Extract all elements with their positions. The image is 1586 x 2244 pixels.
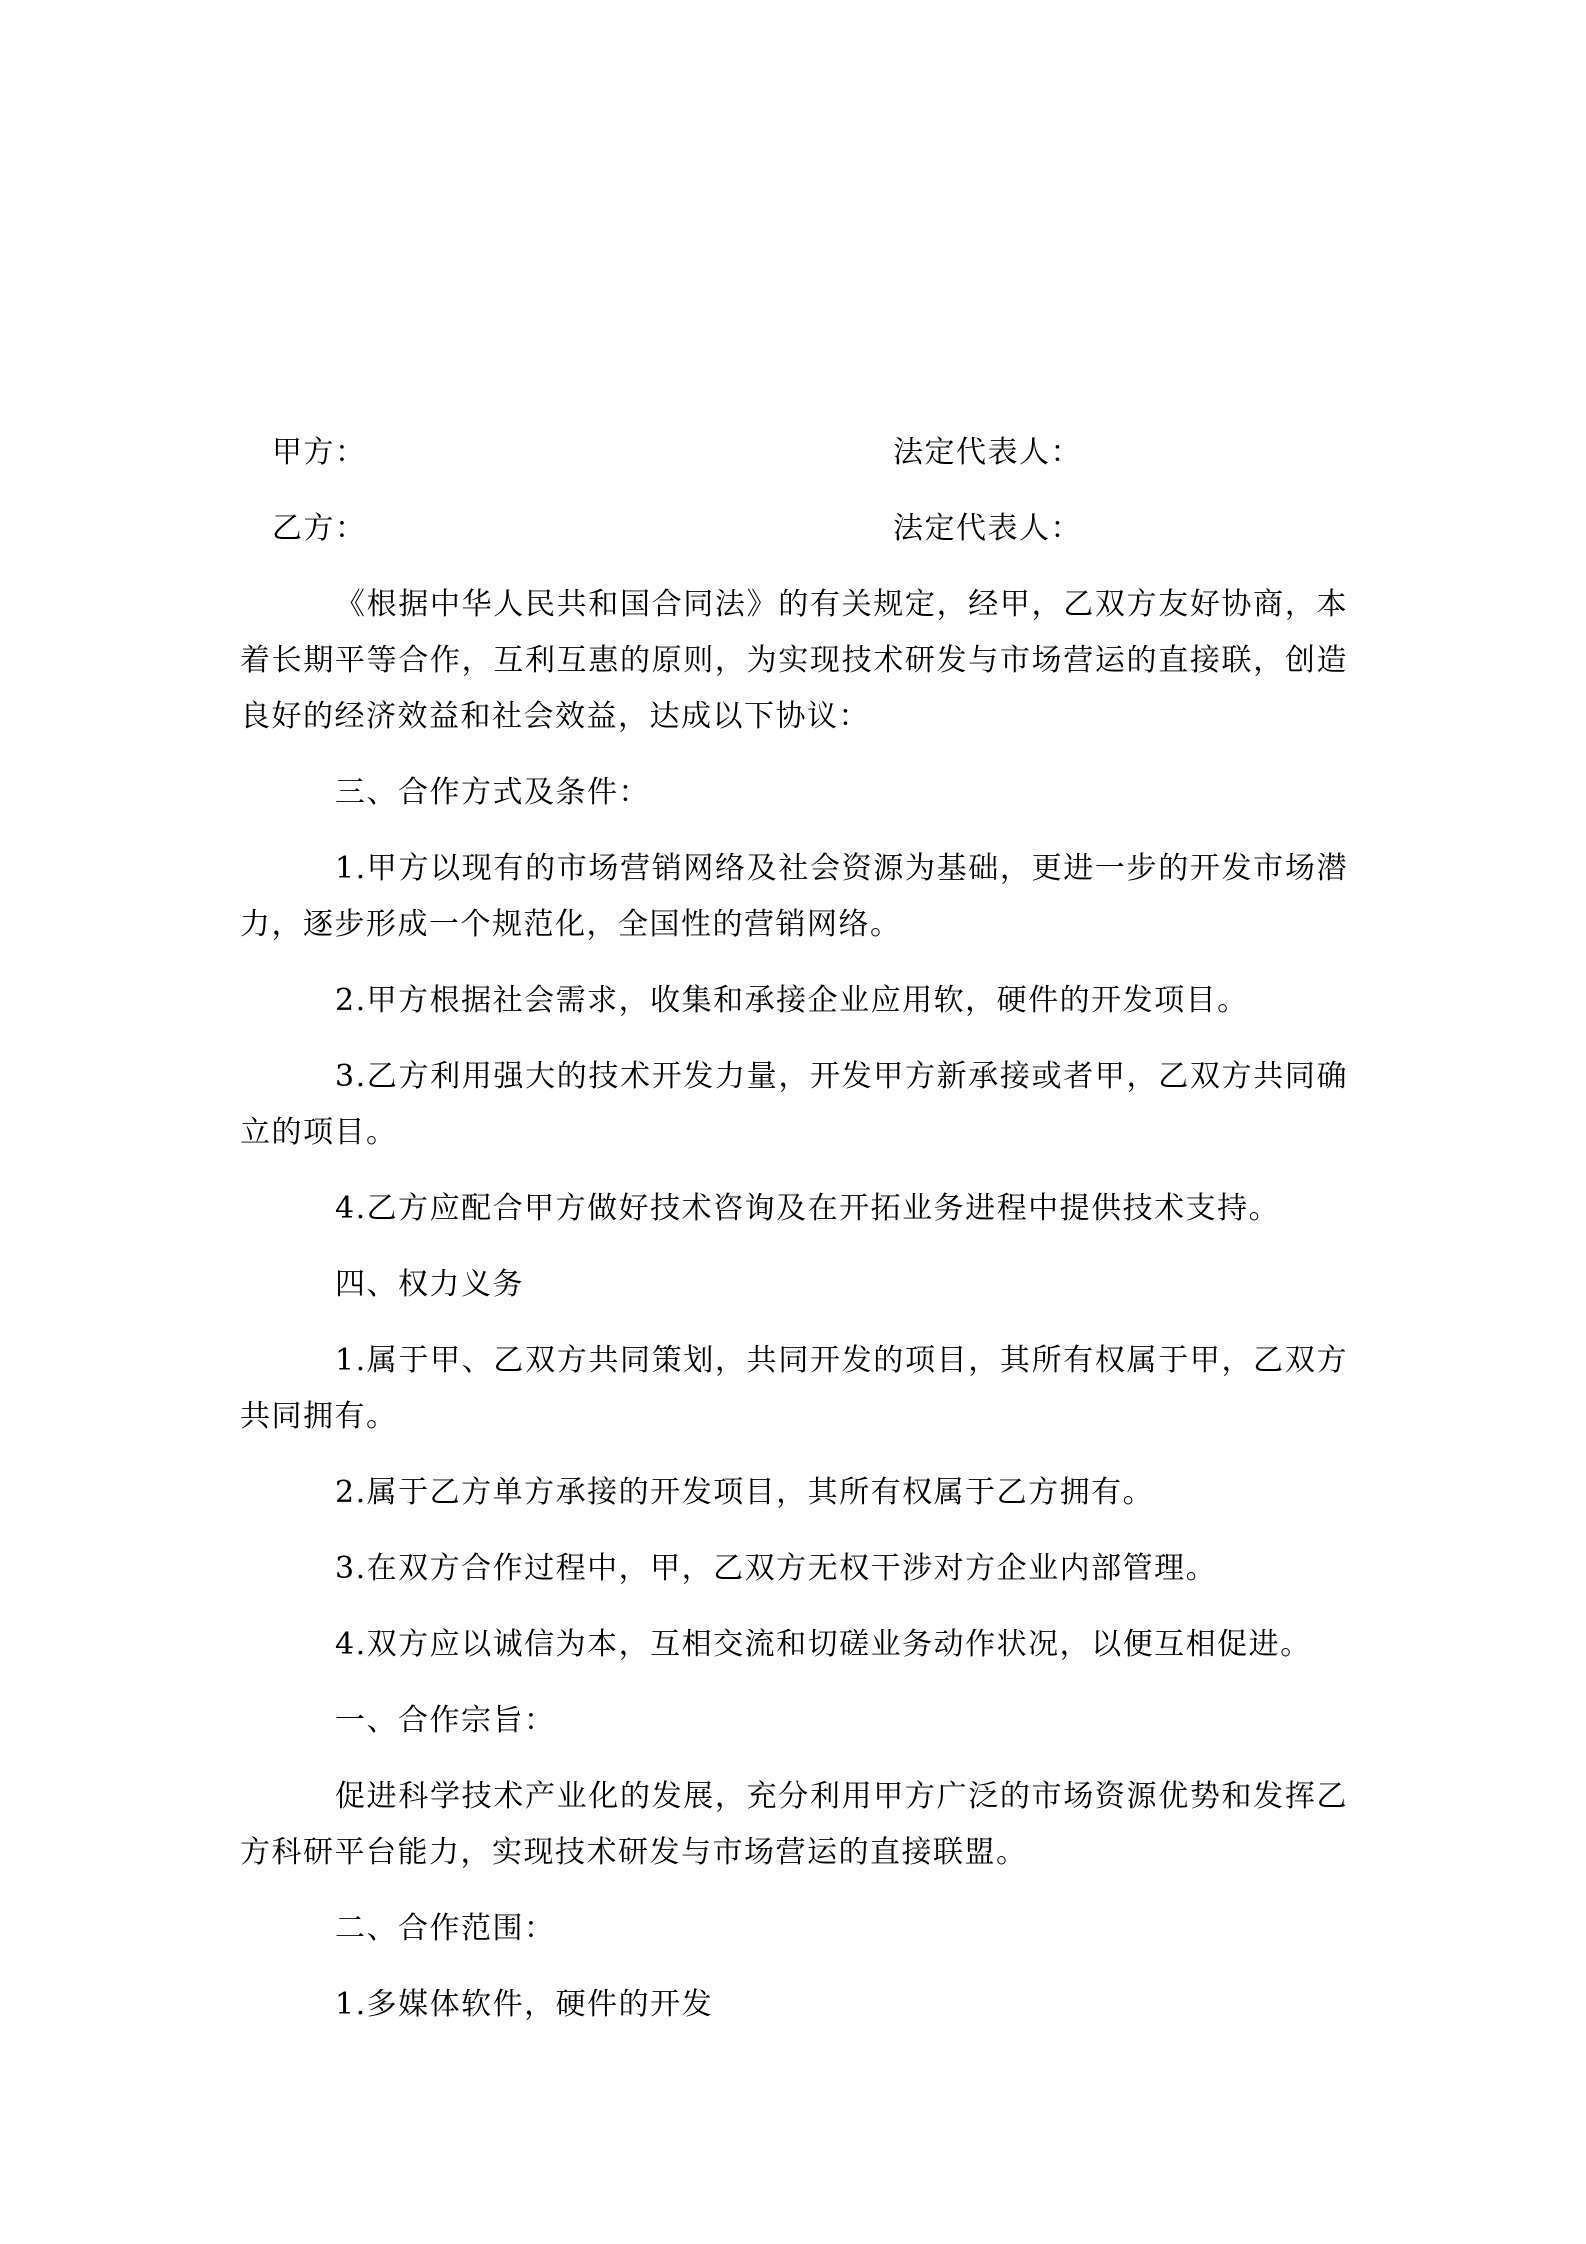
heading-section-one: 一、合作宗旨： [335,1703,556,1738]
clause-four-3: 3.在双方合作过程中，甲，乙双方无权干涉对方企业内部管理。 [335,1551,1218,1586]
heading-section-four: 四、权力义务 [335,1267,524,1302]
party-a-legal-representative-label: 法定代表人： [893,435,1082,470]
clause-four-1: 1.属于甲、乙双方共同策划，共同开发的项目，其所有权属于甲，乙双方共同拥有。 [240,1343,1348,1434]
heading-section-two: 二、合作范围： [335,1911,556,1946]
party-row-yifang [240,501,1348,557]
clause-three-4: 4.乙方应配合甲方做好技术咨询及在开拓业务进程中提供技术支持。 [335,1191,1281,1226]
purpose-paragraph: 促进科学技术产业化的发展，充分利用甲方广泛的市场资源优势和发挥乙方科研平台能力，实现技术研发与市场营运的直接联盟。 [240,1779,1348,1870]
party-b-legal-representative-label: 法定代表人： [893,511,1082,546]
intro-paragraph: 《根据中华人民共和国合同法》的有关规定，经甲，乙双方友好协商，本着长期平等合作，互利互惠的原则，为实现技术研发与市场营运的直接联，创造良好的经济效益和社会效益，达成以下协议： [240,587,1348,734]
party-a-label: 甲方： [272,435,367,470]
clause-three-1: 1.甲方以现有的市场营销网络及社会资源为基础，更进一步的开发市场潜力，逐步形成一个规范化，全国性的营销网络。 [240,851,1348,942]
clause-four-2: 2.属于乙方单方承接的开发项目，其所有权属于乙方拥有。 [335,1475,1155,1510]
clause-three-3: 3.乙方利用强大的技术开发力量，开发甲方新承接或者甲，乙双方共同确立的项目。 [240,1059,1348,1150]
clause-three-2: 2.甲方根据社会需求，收集和承接企业应用软，硬件的开发项目。 [335,983,1249,1018]
party-b-label: 乙方： [272,511,367,546]
clause-two-1: 1.多媒体软件，硬件的开发 [335,1987,714,2022]
clause-four-4: 4.双方应以诚信为本，互相交流和切磋业务动作状况，以便互相促进。 [335,1627,1312,1662]
heading-section-three: 三、合作方式及条件： [335,775,650,810]
party-row-jiafang [240,425,1348,481]
